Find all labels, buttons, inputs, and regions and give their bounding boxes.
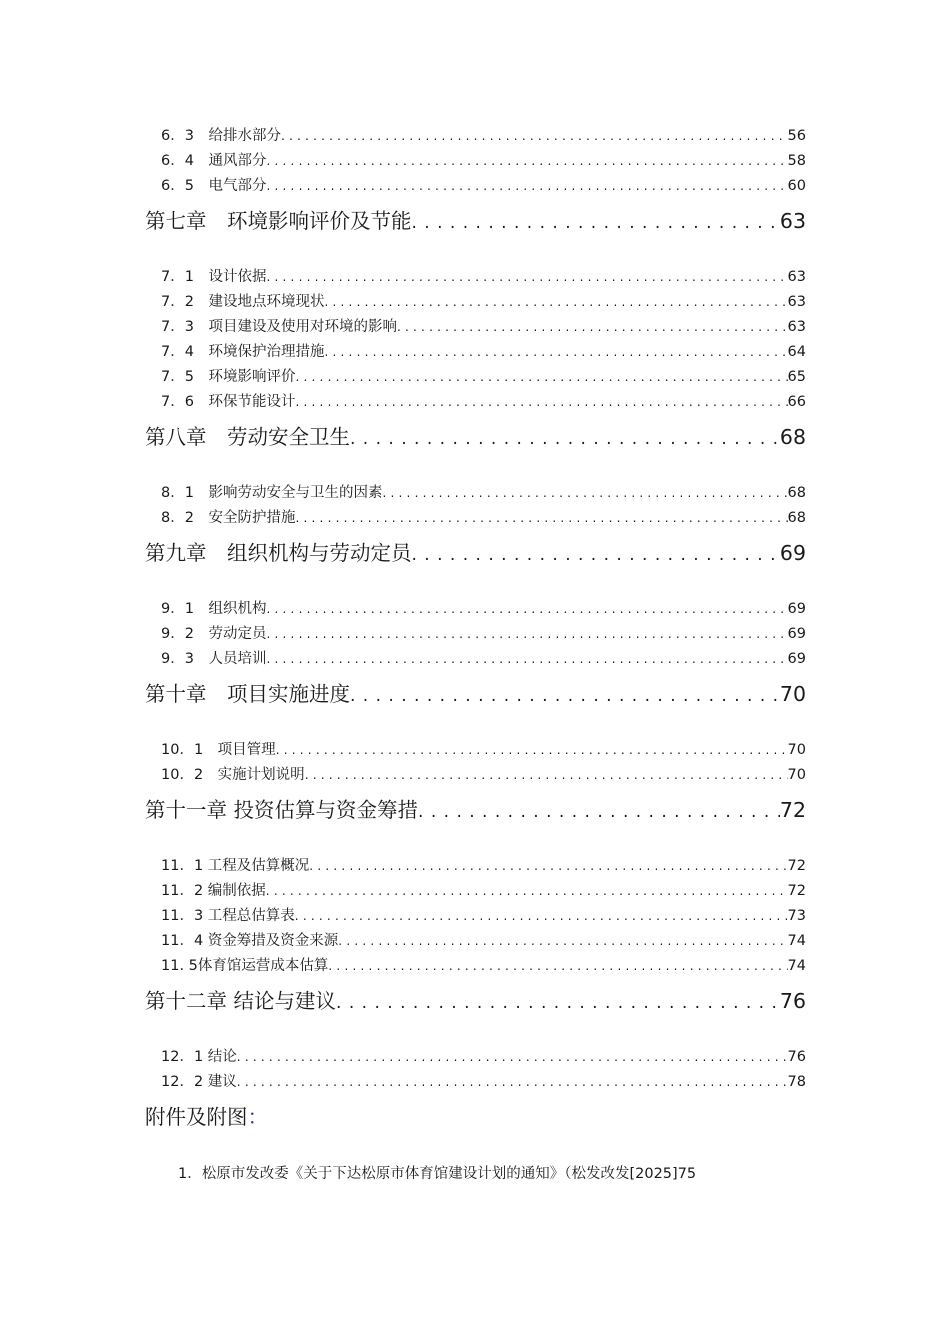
toc-page-number: 68 — [787, 510, 806, 526]
dot-leader — [412, 540, 780, 568]
dot-leader — [338, 931, 787, 951]
toc-entry-label: 11．3 工程总估算表 — [161, 908, 295, 924]
toc-entry-label: 9．2 劳动定员 — [161, 626, 267, 642]
toc-entry-label: 12．1 结论 — [161, 1049, 237, 1065]
dot-leader — [350, 681, 780, 709]
toc-page-number: 78 — [787, 1074, 806, 1090]
toc-page-number: 65 — [787, 369, 806, 385]
toc-page-number: 76 — [779, 989, 806, 1013]
toc-page-number: 58 — [787, 153, 806, 169]
toc-entry-label: 6．5 电气部分 — [161, 178, 267, 194]
toc-page-number: 64 — [787, 344, 806, 360]
toc-section-entry[interactable] — [161, 624, 806, 644]
toc-entry-label: 7．4 环境保护治理措施 — [161, 344, 325, 360]
toc-section-entry[interactable] — [161, 956, 806, 976]
toc-entry-label: 6．3 给排水部分 — [161, 128, 281, 144]
toc-page-number: 72 — [779, 798, 806, 822]
toc-section-entry[interactable] — [161, 176, 806, 196]
toc-entry-label: 第九章 组织机构与劳动定员 — [145, 541, 412, 565]
toc-section-entry[interactable] — [161, 508, 806, 528]
toc-page-number: 69 — [787, 626, 806, 642]
toc-entry-label: 7．1 设计依据 — [161, 269, 267, 285]
toc-entry-label: 6．4 通风部分 — [161, 153, 267, 169]
toc-entry-label: 8．1 影响劳动安全与卫生的因素 — [161, 485, 383, 501]
dot-leader — [295, 392, 787, 412]
toc-entry-label: 12．2 建议 — [161, 1074, 237, 1090]
dot-leader — [266, 267, 787, 287]
toc-section-entry[interactable] — [161, 906, 806, 926]
dot-leader — [328, 956, 787, 976]
toc-page-number: 76 — [787, 1049, 806, 1065]
appendix-colon: ： — [247, 1105, 268, 1129]
dot-leader — [412, 208, 780, 236]
dot-leader — [266, 151, 787, 171]
dot-leader — [336, 988, 780, 1016]
toc-page-number: 69 — [779, 541, 806, 565]
toc-section-entry[interactable] — [161, 881, 806, 901]
toc-entry-label: 11．4 资金筹措及资金来源 — [161, 933, 339, 949]
toc-page-number: 74 — [787, 933, 806, 949]
dot-leader — [397, 317, 788, 337]
toc-section-entry[interactable] — [161, 292, 806, 312]
dot-leader — [305, 765, 788, 785]
toc-section-entry[interactable] — [161, 765, 806, 785]
toc-page-number: 70 — [779, 682, 806, 706]
dot-leader — [350, 424, 780, 452]
toc-page-number: 60 — [787, 178, 806, 194]
dot-leader — [324, 342, 787, 362]
toc-entry-label: 7．2 建设地点环境现状 — [161, 294, 325, 310]
toc-entry-label: 第十二章 结论与建议 — [145, 989, 337, 1013]
toc-section-entry[interactable] — [161, 342, 806, 362]
toc-page-number: 66 — [787, 394, 806, 410]
appendix-heading — [145, 1102, 268, 1132]
dot-leader — [266, 649, 787, 669]
toc-page-number: 69 — [787, 601, 806, 617]
toc-entry-label: 7．5 环境影响评价 — [161, 369, 296, 385]
toc-page-number: 63 — [787, 319, 806, 335]
toc-page-number: 72 — [787, 883, 806, 899]
toc-entry-label: 第十一章 投资估算与资金筹措 — [145, 798, 419, 822]
dot-leader — [266, 881, 788, 901]
toc-page-number: 74 — [787, 958, 806, 974]
appendix-item: 1．松原市发改委《关于下达松原市体育馆建设计划的通知》（松发改发[2025]75 — [178, 1166, 697, 1182]
toc-entry-label: 11. 5体育馆运营成本估算 — [161, 958, 329, 974]
dot-leader — [295, 367, 787, 387]
toc-section-entry[interactable] — [161, 126, 806, 146]
toc-entry-label: 9．1 组织机构 — [161, 601, 267, 617]
toc-entry-label: 8．2 安全防护措施 — [161, 510, 296, 526]
toc-section-entry[interactable] — [161, 740, 806, 760]
dot-leader — [237, 1047, 788, 1067]
dot-leader — [266, 176, 787, 196]
toc-section-entry[interactable] — [161, 649, 806, 669]
toc-page-number: 56 — [787, 128, 806, 144]
dot-leader — [309, 856, 787, 876]
toc-page-number: 69 — [787, 651, 806, 667]
dot-leader — [295, 906, 788, 926]
toc-section-entry[interactable] — [161, 931, 806, 951]
toc-section-entry[interactable] — [161, 599, 806, 619]
toc-chapter-entry[interactable] — [145, 795, 806, 825]
appendix-title: 附件及附图 — [145, 1105, 248, 1129]
toc-chapter-entry[interactable] — [145, 679, 806, 709]
dot-leader — [418, 797, 780, 825]
toc-entry-label: 10．1 项目管理 — [161, 742, 276, 758]
toc-chapter-entry[interactable] — [145, 206, 806, 236]
toc-section-entry[interactable] — [161, 1047, 806, 1067]
toc-entry-label: 第十章 项目实施进度 — [145, 682, 350, 706]
dot-leader — [266, 624, 787, 644]
toc-page-number: 72 — [787, 858, 806, 874]
toc-entry-label: 7．6 环保节能设计 — [161, 394, 296, 410]
dot-leader — [281, 126, 788, 146]
dot-leader — [276, 740, 788, 760]
toc-page-number: 73 — [787, 908, 806, 924]
toc-entry-label: 11．1 工程及估算概况 — [161, 858, 310, 874]
toc-section-entry[interactable] — [161, 856, 806, 876]
toc-entry-label: 7．3 项目建设及使用对环境的影响 — [161, 319, 397, 335]
toc-chapter-entry[interactable] — [145, 538, 806, 568]
toc-page-number: 68 — [779, 425, 806, 449]
dot-leader — [324, 292, 787, 312]
toc-entry-label: 第七章 环境影响评价及节能 — [145, 209, 412, 233]
toc-page-number: 63 — [787, 294, 806, 310]
toc-page-number: 63 — [787, 269, 806, 285]
toc-page-number: 70 — [787, 742, 806, 758]
toc-page-number: 68 — [787, 485, 806, 501]
toc-section-entry[interactable] — [161, 1072, 806, 1092]
toc-chapter-entry[interactable] — [145, 986, 806, 1016]
dot-leader — [382, 483, 787, 503]
toc-section-entry[interactable] — [161, 483, 806, 503]
toc-page-number: 70 — [787, 767, 806, 783]
toc-entry-label: 9．3 人员培训 — [161, 651, 267, 667]
dot-leader — [266, 599, 787, 619]
dot-leader — [237, 1072, 788, 1092]
toc-section-entry[interactable] — [161, 392, 806, 412]
toc-section-entry[interactable] — [161, 151, 806, 171]
toc-section-entry[interactable] — [161, 317, 806, 337]
toc-entry-label: 第八章 劳动安全卫生 — [145, 425, 350, 449]
toc-chapter-entry[interactable] — [145, 422, 806, 452]
toc-section-entry[interactable] — [161, 267, 806, 287]
dot-leader — [295, 508, 787, 528]
toc-entry-label: 10．2 实施计划说明 — [161, 767, 305, 783]
toc-section-entry[interactable] — [161, 367, 806, 387]
toc-entry-label: 11．2 编制依据 — [161, 883, 266, 899]
toc-page-number: 63 — [779, 209, 806, 233]
